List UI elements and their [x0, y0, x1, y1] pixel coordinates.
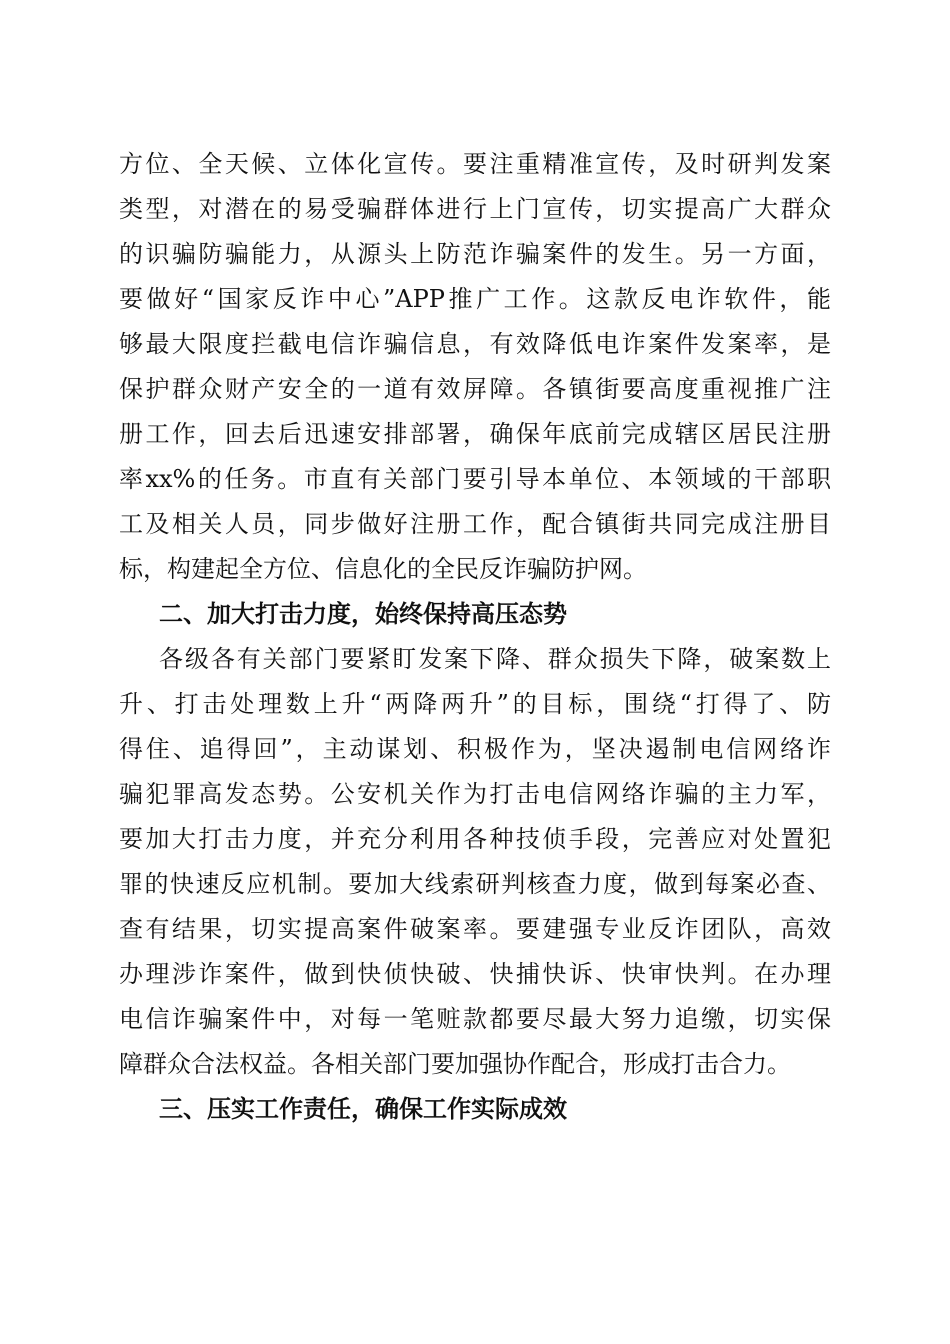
paragraph-line: 电信诈骗案件中，对每一笔赃款都要尽最大努力追缴，切实保: [119, 1005, 831, 1033]
paragraph-line: 办理涉诈案件，做到快侦快破、快捕快诉、快审快判。在办理: [119, 960, 831, 988]
paragraph-2: [119, 637, 831, 1087]
section-heading-3: 三、压实工作责任，确保工作实际成效: [159, 1095, 567, 1123]
paragraph-line: 方位、全天候、立体化宣传。要注重精准宣传，及时研判发案: [119, 150, 831, 178]
paragraph-line: 障群众合法权益。各相关部门要加强协作配合，形成打击合力。: [119, 1050, 791, 1078]
paragraph-line: 率xx%的任务。市直有关部门要引导本单位、本领域的干部职: [119, 465, 831, 493]
paragraph-line: 罪的快速反应机制。要加大线索研判核查力度，做到每案必查、: [119, 870, 831, 898]
paragraph-line: 工及相关人员，同步做好注册工作，配合镇街共同完成注册目: [119, 510, 831, 538]
paragraph-line: 标，构建起全方位、信息化的全民反诈骗防护网。: [119, 555, 647, 583]
paragraph-line: 骗犯罪高发态势。公安机关作为打击电信网络诈骗的主力军，: [119, 780, 831, 808]
paragraph-line: 升、打击处理数上升“两降两升”的目标，围绕“打得了、防: [119, 690, 831, 718]
paragraph-line: 够最大限度拦截电信诈骗信息，有效降低电诈案件发案率，是: [119, 330, 831, 358]
section-heading-2: 二、加大打击力度，始终保持高压态势: [159, 600, 567, 628]
document-body: [119, 142, 831, 1132]
paragraph-1: [119, 142, 831, 592]
paragraph-line: 要加大打击力度，并充分利用各种技侦手段，完善应对处置犯: [119, 825, 831, 853]
paragraph-line: 册工作，回去后迅速安排部署，确保年底前完成辖区居民注册: [119, 420, 831, 448]
paragraph-line: 得住、追得回”，主动谋划、积极作为，坚决遏制电信网络诈: [119, 735, 831, 763]
paragraph-line: 查有结果，切实提高案件破案率。要建强专业反诈团队，高效: [119, 915, 831, 943]
paragraph-line: 要做好“国家反诈中心”APP推广工作。这款反电诈软件，能: [119, 285, 831, 313]
paragraph-line: 保护群众财产安全的一道有效屏障。各镇街要高度重视推广注: [119, 375, 831, 403]
paragraph-line: 的识骗防骗能力，从源头上防范诈骗案件的发生。另一方面，: [119, 240, 831, 268]
paragraph-line: 各级各有关部门要紧盯发案下降、群众损失下降，破案数上: [159, 645, 831, 673]
paragraph-line: 类型，对潜在的易受骗群体进行上门宣传，切实提高广大群众: [119, 195, 831, 223]
